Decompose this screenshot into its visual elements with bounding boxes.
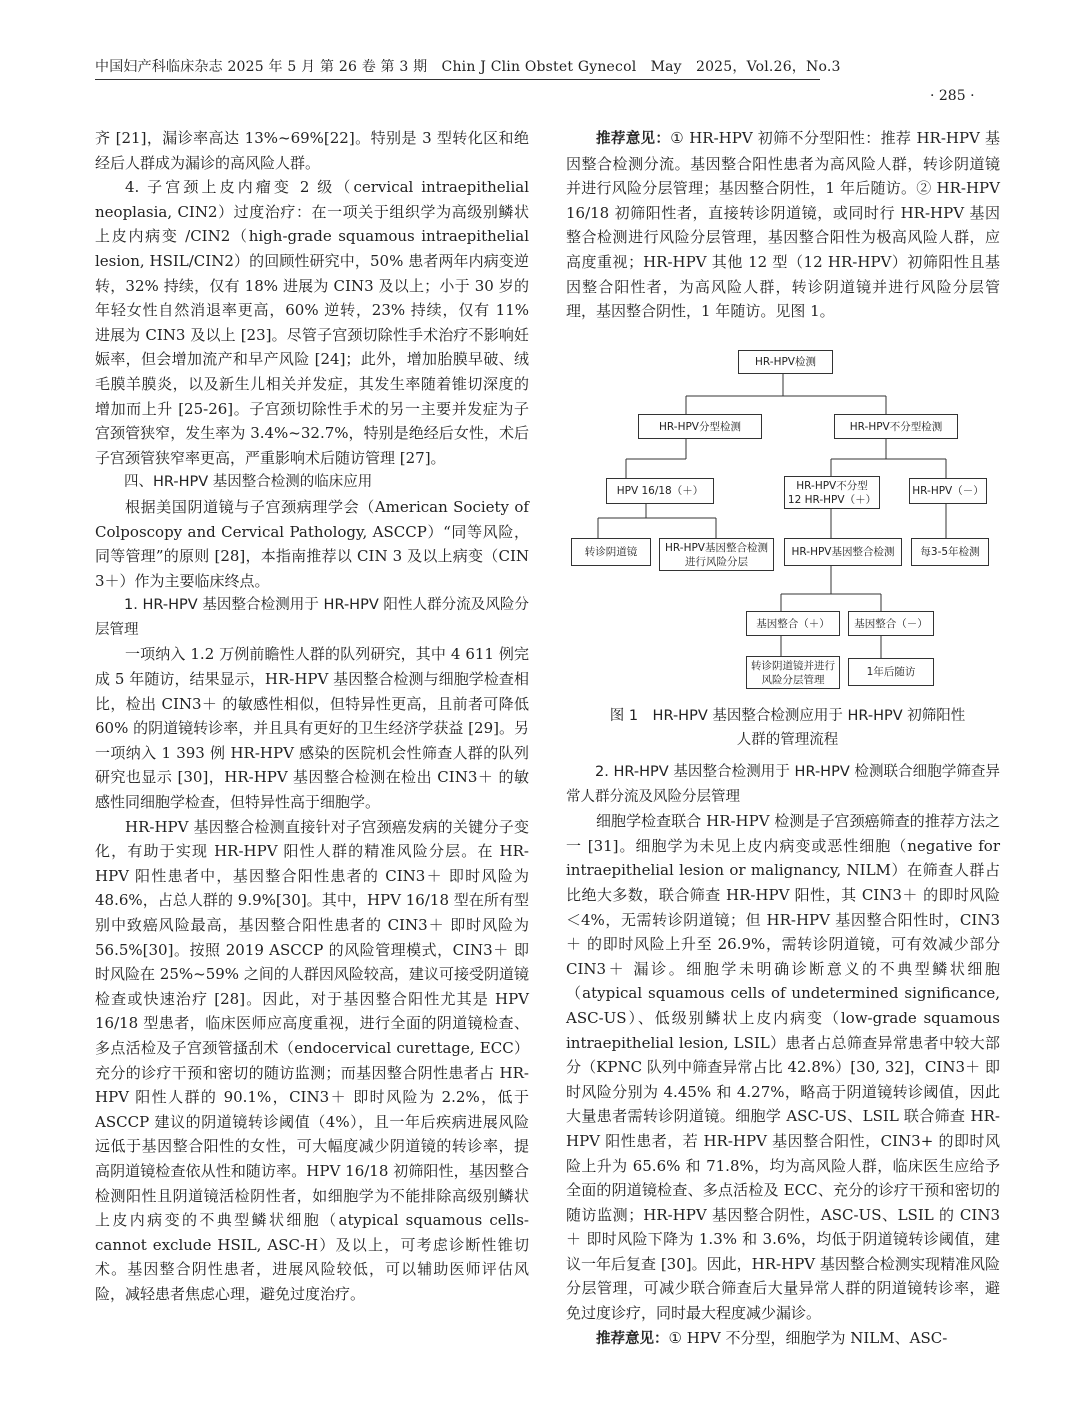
paragraph: 4. 子宫颈上皮内瘤变 2 级（cervical intraepithelial neoplasia, CIN2）过度治疗：在一项关于组织学为高级别鳞状上皮内病变 /CIN2（high-grade squamous intraepithelial lesion, HSIL/CIN2）的回顾性研究中，50% 患者两年内病变逆转，32% 持续，仅有 18% 进展为 CIN3 及以上；小于 30 岁的年轻女性自然消退率更高，60% 逆转，23% 持续，仅有 11% 进展为 CIN3 及以上 [23]。尽管子宫颈切除性手术治疗不影响妊娠率，但会增加流产和早产风险 [24]；此外，增加胎膜早破、绒毛膜羊膜炎，以及新生儿相关并发症，其发生率随着锥切深度的增加而上升 [25-26]。子宫颈切除性手术的另一主要并发症为子宫颈管狭窄，发生率为 3.4%~32.7%，特别是绝经后女性，术后子宫颈管狭窄率更高，严重影响术后随访管理 [27]。 (95, 178, 529, 467)
node-hrhpv-test: HR-HPV检测 (738, 350, 833, 374)
node-integration-test: HR-HPV基因整合检测 (784, 538, 902, 566)
recommendation-1 (566, 126, 1000, 324)
node-integration-risk (659, 538, 774, 571)
paragraph: 根据美国阴道镜与子宫颈病理学会（American Society of Colposcopy and Cervical Pathology, ASCCP）“同等风险，同等管理”的原则 [28]，本指南推荐以 CIN 3 及以上病变（CIN 3＋）作为主要临床终点。 (95, 497, 529, 590)
left-column (95, 126, 529, 1307)
node-line: 进行风险分层 (685, 555, 748, 568)
node-line: 风险分层管理 (761, 673, 825, 686)
node-hpv1618-positive: HPV 16/18（＋） (606, 478, 714, 504)
page-number: · 285 · (930, 88, 975, 104)
subsection-heading: 1. HR-HPV 基因整合检测用于 HR-HPV 阳性人群分流及风险分层管理 (95, 597, 529, 638)
recommendation-label: 推荐意见： (596, 1330, 669, 1347)
caption-line: 人群的管理流程 (736, 732, 839, 748)
node-integration-positive: 基因整合（＋） (746, 611, 840, 636)
node-12hrhpv-positive (784, 476, 880, 509)
journal-header: 中国妇产科临床杂志 2025 年 5 月 第 26 卷 第 3 期 Chin J Clin Obstet Gynecol May 2025，Vol.26，No.3 (95, 56, 820, 80)
node-line: 12 HR-HPV（＋） (787, 493, 877, 506)
node-untyped-test: HR-HPV不分型检测 (834, 414, 958, 439)
node-colposcopy: 转诊阴道镜 (571, 538, 651, 566)
node-hrhpv-negative: HR-HPV（－） (909, 478, 987, 504)
flowchart-connectors (566, 346, 1000, 698)
recommendation-text: ① HPV 不分型，细胞学为 NILM、ASC- (668, 1328, 948, 1347)
right-column (566, 126, 1000, 324)
recommendation-label: 推荐意见： (596, 131, 671, 147)
paragraph: 一项纳入 1.2 万例前瞻性人群的队列研究，其中 4 611 例完成 5 年随访，结果显示，HR-HPV 基因整合检测与细胞学检查相比，检出 CIN3＋ 的敏感性相似，但特异性更高，且前者可降低 60% 的阴道镜转诊率，并且具有更好的卫生经济学获益 [29]。另一项纳入 1 393 例 HR-HPV 感染的医院机会性筛查人群的队列研究也显示 [30]，HR-HPV 基因整合检测在检出 CIN3＋ 的敏感性同细胞学检查，但特异性高于细胞学。 (95, 645, 529, 812)
node-colposcopy-risk (746, 656, 840, 689)
node-integration-negative: 基因整合（－） (848, 611, 934, 636)
flowchart-figure (566, 346, 1000, 698)
node-line: HR-HPV基因整合检测 (665, 541, 768, 554)
caption-line: 图 1 HR-HPV 基因整合检测应用于 HR-HPV 初筛阳性 (609, 708, 966, 724)
node-1-year-followup: 1年后随访 (848, 658, 934, 686)
paragraph: 细胞学检查联合 HR-HPV 检测是子宫颈癌筛查的推荐方法之一 [31]。细胞学为未见上皮内病变或恶性细胞（negative for intraepithelial lesion or malignancy, NILM）在筛查人群占比绝大多数，联合筛查 HR-HPV 阳性，其 CIN3＋ 的即时风险＜4%，无需转诊阴道镜；但 HR-HPV 基因整合阳性时，CIN3＋ 的即时风险上升至 26.9%，需转诊阴道镜，可有效减少部分 CIN3＋ 漏诊。细胞学未明确诊断意义的不典型鳞状细胞（atypical squamous cells of undetermined significance, ASC-US）、低级别鳞状上皮内病变（low-grade squamous intraepithelial lesion, LSIL）患者占总筛查异常患者中较大部分（KPNC 队列中筛查异常占比 42.8%）[30, 32]，CIN3＋ 即时风险分别为 4.45% 和 4.27%，略高于阴道镜转诊阈值，因此大量患者需转诊阴道镜。细胞学 ASC-US、LSIL 联合筛查 HR-HPV 阳性患者，若 HR-HPV 基因整合阳性，CIN3+ 的即时风险上升为 65.6% 和 71.8%，均为高风险人群，临床医生应给予全面的阴道镜检查、多点活检及 ECC、充分的诊疗干预和密切的随访监测；HR-HPV 基因整合阴性，ASC-US、LSIL 的 CIN3＋ 即时风险下降为 1.3% 和 3.6%，均低于阴道镜转诊阈值，建议一年后复查 [30]。因此，HR-HPV 基因整合检测实现精准风险分层管理，可减少联合筛查后大量异常人群的阴道镜转诊率，避免过度诊疗，同时最大程度减少漏诊。 (566, 812, 1000, 1323)
paragraph: 齐 [21]，漏诊率高达 13%~69%[22]。特别是 3 型转化区和绝经后人群成为漏诊的高风险人群。 (95, 129, 529, 172)
figure-caption (580, 704, 995, 752)
node-line: HR-HPV不分型 (796, 479, 868, 492)
node-line: 转诊阴道镜并进行 (751, 659, 835, 672)
subsection-heading: 2. HR-HPV 基因整合检测用于 HR-HPV 检测联合细胞学筛查异常人群分流及风险分层管理 (566, 764, 1000, 805)
right-column-lower (566, 760, 1000, 1351)
recommendation-text: ① HR-HPV 初筛不分型阳性：推荐 HR-HPV 基因整合检测分流。基因整合阳性患者为高风险人群，转诊阴道镜并进行风险分层管理；基因整合阴性，1 年后随访。② HR-HPV 16/18 初筛阳性者，直接转诊阴道镜，或同时行 HR-HPV 基因整合检测进行风险分层管理，基因整合阳性为极高风险人群，应高度重视；HR-HPV 其他 12 型（12 HR-HPV）初筛阳性且基因整合阳性者，为高风险人群，转诊阴道镜并进行风险分层管理，基因整合阴性，1 年随访。见图 1。 (566, 129, 1001, 321)
recommendation-2 (566, 1326, 1000, 1352)
node-every-3-5-years: 每3-5年检测 (911, 538, 989, 566)
node-typed-test: HR-HPV分型检测 (638, 414, 762, 439)
section-heading: 四、HR-HPV 基因整合检测的临床应用 (124, 474, 373, 491)
paragraph: HR-HPV 基因整合检测直接针对子宫颈癌发病的关键分子变化，有助于实现 HR-HPV 阳性人群的精准风险分层。在 HR-HPV 阳性患者中，基因整合阳性患者的 CIN3＋ 即时风险为 48.6%，占总人群的 9.9%[30]。其中，HPV 16/18 型在所有型别中致癌风险最高，基因整合阳性患者的 CIN3＋ 即时风险为 56.5%[30]。按照 2019 ASCCP 的风险管理模式，CIN3＋ 即时风险在 25%~59% 之间的人群因风险较高，建议可接受阴道镜检查或快速治疗 [28]。因此，对于基因整合阳性尤其是 HPV 16/18 型患者，临床医师应高度重视，进行全面的阴道镜检查、多点活检及子宫颈管搔刮术（endocervical curettage, ECC）充分的诊疗干预和密切的随访监测；而基因整合阴性患者占 HR-HPV 阳性人群的 90.1%，CIN3＋ 即时风险为 2.2%，低于 ASCCP 建议的阴道镜转诊阈值（4%），且一年后疾病进展风险远低于基因整合阳性的女性，可大幅度减少阴道镜的转诊率，提高阴道镜检查依从性和随访率。HPV 16/18 初筛阳性，基因整合检测阳性且阴道镜活检阴性者，如细胞学为不能排除高级别鳞状上皮内病变的不典型鳞状细胞（atypical squamous cells-cannot exclude HSIL, ASC-H）及以上，可考虑诊断性锥切术。基因整合阴性患者，进展风险较低，可以辅助医师评估风险，减轻患者焦虑心理，避免过度治疗。 (95, 817, 529, 1303)
